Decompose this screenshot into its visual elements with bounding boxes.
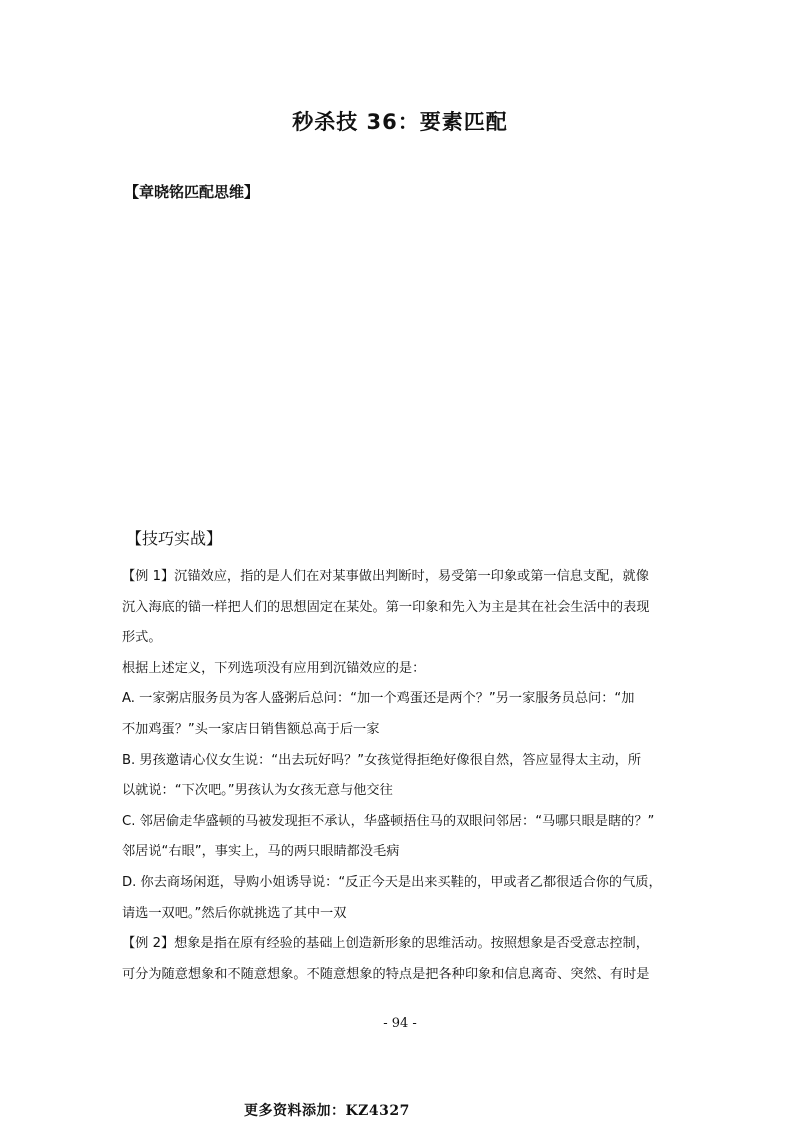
text-line: 以就说：“下次吧。”男孩认为女孩无意与他交往 — [122, 783, 393, 799]
text-line: A. 一家粥店服务员为客人盛粥后总问：“加一个鸡蛋还是两个？”另一家服务员总问：“加 — [122, 691, 635, 707]
section-heading-matching-thinking: 【章晓铭匹配思维】 — [124, 183, 260, 201]
text-line: 【例 2】想象是指在原有经验的基础上创造新形象的思维活动。按照想象是否受意志控制， — [122, 936, 649, 952]
page-number: - 94 - — [383, 1016, 417, 1031]
body-text — [122, 562, 694, 990]
text-line: 请选一双吧。”然后你就挑选了其中一双 — [122, 905, 347, 921]
page-title: 秒杀技 36：要素匹配 — [292, 110, 508, 134]
text-line: C. 邻居偷走华盛顿的马被发现拒不承认，华盛顿捂住马的双眼问邻居：“马哪只眼是瞎的？” — [122, 813, 655, 829]
text-line: 邻居说“右眼”，事实上，马的两只眼睛都没毛病 — [122, 844, 400, 860]
text-line: 沉入海底的锚一样把人们的思想固定在某处。第一印象和先入为主是其在社会生活中的表现 — [122, 599, 650, 615]
footer-note: 更多资料添加：KZ4327 — [244, 1103, 410, 1119]
text-line: 【例 1】沉锚效应，指的是人们在对某事做出判断时，易受第一印象或第一信息支配，就像 — [122, 569, 649, 584]
section-heading-practice: 【技巧实战】 — [126, 529, 223, 548]
text-line: B. 男孩邀请心仪女生说：“出去玩好吗？”女孩觉得拒绝好像很自然，答应显得太主动，所 — [122, 752, 642, 768]
text-line: 根据上述定义，下列选项没有应用到沉锚效应的是： — [122, 660, 426, 676]
text-line: 形式。 — [122, 630, 162, 646]
text-line: D. 你去商场闲逛，导购小姐诱导说：“反正今天是出来买鞋的，甲或者乙都很适合你的气质， — [122, 874, 662, 890]
text-line: 不加鸡蛋？”头一家店日销售额总高于后一家 — [122, 721, 380, 737]
text-line: 可分为随意想象和不随意想象。不随意想象的特点是把各种印象和信息离奇、突然、有时是 — [122, 966, 650, 982]
